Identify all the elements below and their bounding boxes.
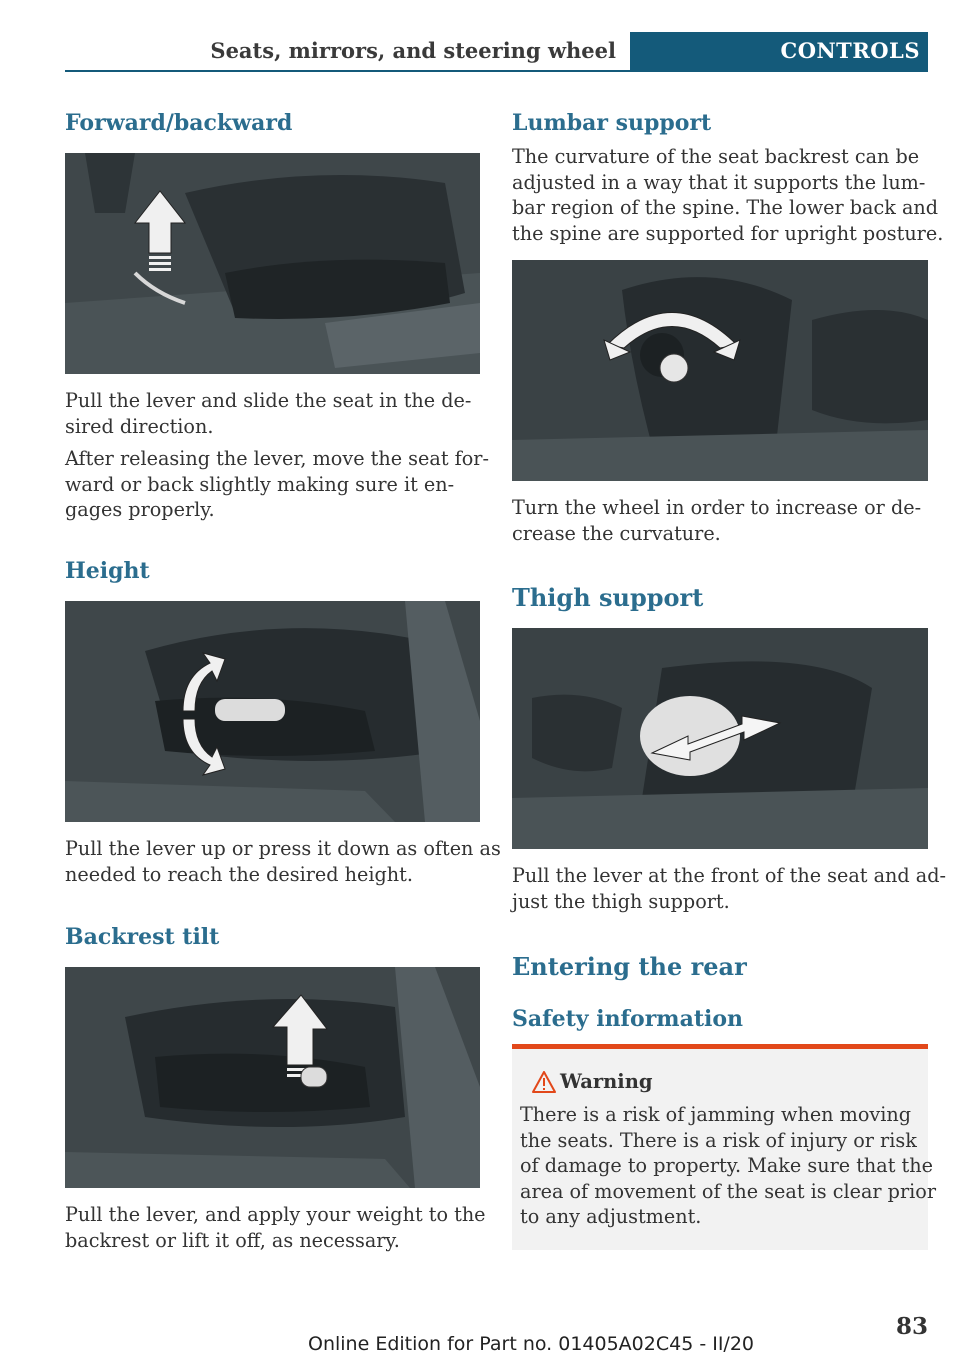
warning-title: Warning xyxy=(560,1070,653,1093)
heading-thigh-support: Thigh support xyxy=(512,583,704,612)
heading-safety-information: Safety information xyxy=(512,1006,744,1032)
heading-backrest-tilt: Backrest tilt xyxy=(65,924,220,950)
forward-paragraph-1: Pull the lever and slide the seat in the de‐ sired direction. xyxy=(65,389,472,438)
warning-text: There is a risk of jamming when moving the seats. There is a risk of injury or risk of damage to property. Make sure that the area of movement of the seat is clear prior to any adjustment. xyxy=(520,1103,936,1228)
photo-forward-backward xyxy=(65,153,480,374)
height-paragraph: Pull the lever up or press it down as often as needed to reach the desired height. xyxy=(65,837,501,886)
backrest-paragraph: Pull the lever, and apply your weight to the backrest or lift it off, as necessary. xyxy=(65,1203,486,1252)
page-header xyxy=(65,32,928,72)
heading-lumbar-support: Lumbar support xyxy=(512,110,712,136)
heading-forward-backward: Forward/backward xyxy=(65,110,293,136)
warning-triangle-icon xyxy=(532,1071,556,1093)
forward-paragraph-2: After releasing the lever, move the seat for‐ ward or back slightly making sure it en‐ gages properly. xyxy=(65,447,489,521)
photo-height xyxy=(65,601,480,822)
footer-edition: Online Edition for Part no. 01405A02C45 - II/20 xyxy=(308,1333,755,1355)
page-number: 83 xyxy=(895,1313,928,1340)
heading-height: Height xyxy=(65,558,150,584)
warning-box xyxy=(512,1044,936,1250)
thigh-paragraph: Pull the lever at the front of the seat and ad‐ just the thigh support. xyxy=(512,864,946,913)
lumbar-paragraph-1: The curvature of the seat backrest can be adjusted in a way that it supports the lum‐ bar region of the spine. The lower back and the spine are supported for upright posture. xyxy=(512,145,944,245)
header-rule xyxy=(65,70,928,72)
header-section-title: Seats, mirrors, and steering wheel xyxy=(210,38,616,63)
lumbar-paragraph-2: Turn the wheel in order to increase or de‐ crease the curvature. xyxy=(512,496,922,545)
photo-backrest-tilt xyxy=(65,967,480,1188)
warning-accent-bar xyxy=(512,1044,928,1049)
header-chapter-tab[interactable]: CONTROLS xyxy=(630,32,928,70)
photo-lumbar-support xyxy=(512,260,928,481)
heading-entering-the-rear: Entering the rear xyxy=(512,952,747,981)
photo-thigh-support xyxy=(512,628,928,849)
